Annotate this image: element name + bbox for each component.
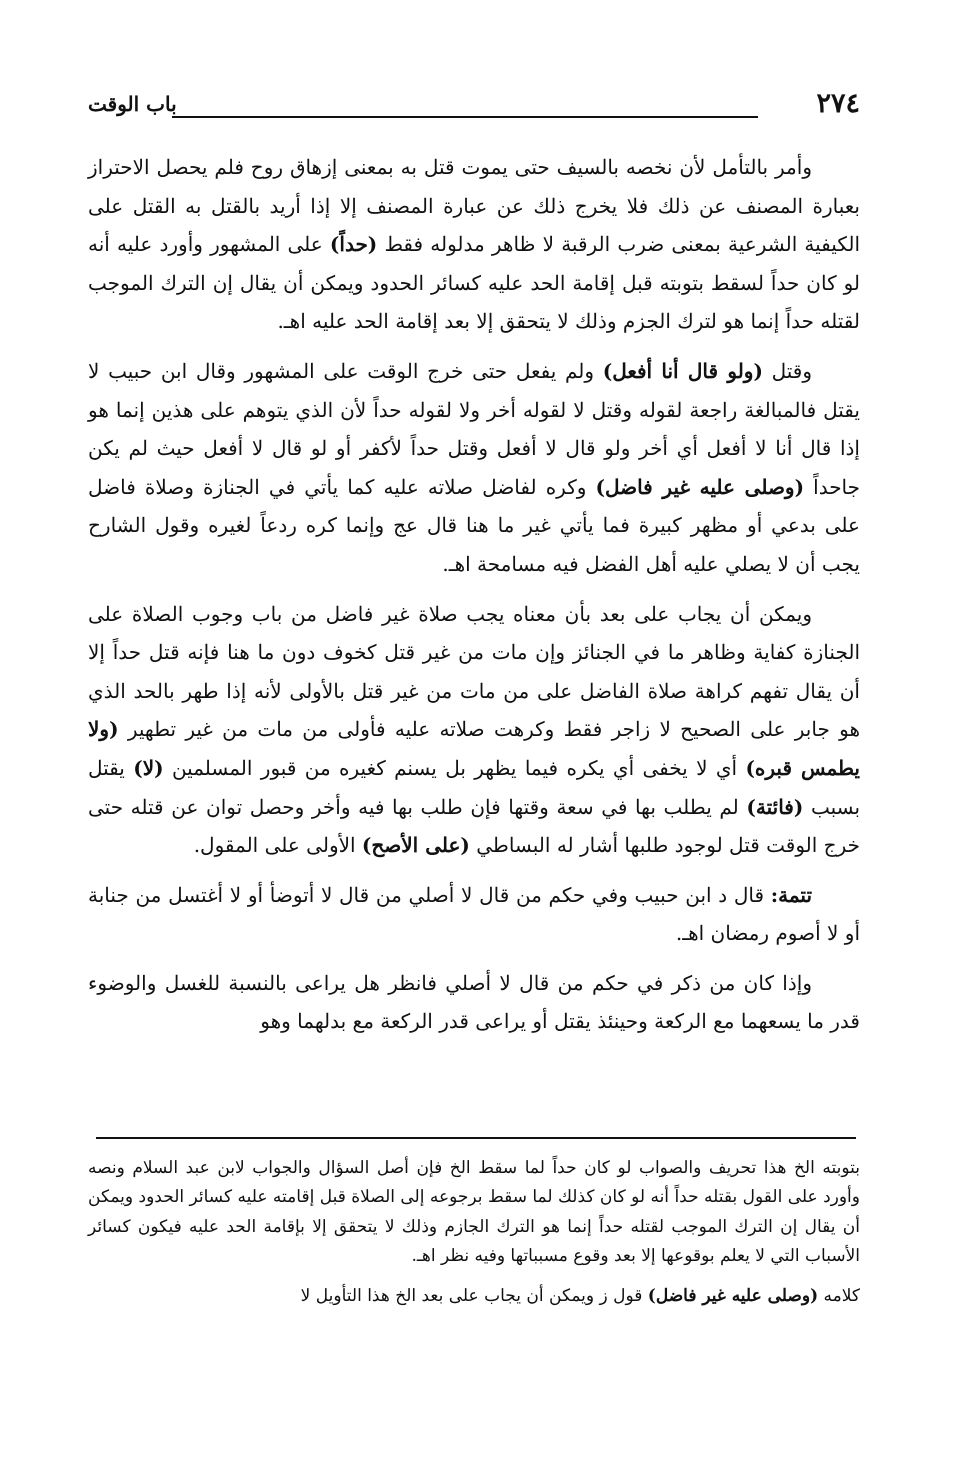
paragraph-5: وإذا كان من ذكر في حكم من قال لا أصلي فانظر هل يراعى بالنسبة للغسل والوضوء قدر ما يسعهما مع الركعة وحينئذ يقتل أو يراعى قدر الركعة مع بدلهما وهو xyxy=(88,970,860,1034)
paragraph-2: وقتل (ولو قال أنا أفعل) ولم يفعل حتى خرج الوقت على المشهور وقال ابن حبيب لا يقتل فالمبالغة راجعة لقوله وقتل لا لقوله أخر ولا لقوله حداً لأن الذي يتوهم على هذين إنما هو إذا قال أنا لا أفعل أي أخر ولو قال لا أفعل وقتل حداً لأكفر أو لو قال لا أفعل حيث لم يكن جاحداً (وصلى عليه غير فاضل) وكره لفاضل صلاته عليه كما يأتي في الجنازة وصلاة فاضل على بدعي أو مظهر كبيرة فما يأتي غير ما هنا قال عج وإنما كره ردعاً لغيره وقول الشارح يجب أن لا يصلي عليه أهل الفضل فيه مسامحة اهـ. xyxy=(88,358,861,576)
bold-term: (لا) xyxy=(133,755,164,780)
section-title: باب الوقت xyxy=(88,92,177,116)
bold-term: (حداً) xyxy=(329,232,378,257)
footnote-2: كلامه (وصلى عليه غير فاضل) قول ز ويمكن أن يجاب على بعد الخ هذا التأويل لا xyxy=(300,1285,860,1306)
header-rule xyxy=(172,116,758,118)
paragraph-3: ويمكن أن يجاب على بعد بأن معناه يجب صلاة غير فاضل من باب وجوب الصلاة على الجنازة كفاية وظاهر ما في الجنائز وإن مات من غير قتل كخوف دون ما هنا فإنه قتل حداً إلا أن يقال تفهم كراهة صلاة الفاضل على من مات من غير قتل بالأولى لأنه إذا طهر بالحد الذي هو جابر على الصحيح لا زاجر فقط وكرهت صلاته عليه فأولى من مات من غير تطهير (ولا يطمس قبره) أي لا يخفى أي يكره فيما يظهر بل يسنم كغيره من قبور المسلمين (لا) يقتل بسبب (فائتة) لم يطلب بها في سعة وقتها فإن طلب بها فيه وأخر وحصل توان عن قتله حتى خرج الوقت قتل لوجود طلبها أشار له البساطي (على الأصح) الأولى على المقول. xyxy=(88,601,861,858)
footnote-rule xyxy=(96,1137,856,1139)
bold-term: (على الأصح) xyxy=(361,833,470,858)
bold-term: (ولا يطمس قبره) xyxy=(88,717,861,780)
bold-term: (فائتة) xyxy=(746,794,804,819)
main-text xyxy=(88,148,860,1052)
bold-term: (وصلى عليه غير فاضل) xyxy=(595,474,805,499)
bold-term: (وصلى عليه غير فاضل) xyxy=(647,1285,819,1306)
page-number: ٢٧٤ xyxy=(816,88,860,119)
paragraph-4: تتمة: قال د ابن حبيب وفي حكم من قال لا أصلي من قال لا أتوضأ أو لا أغتسل من جنابة أو لا أصوم رمضان اهـ. xyxy=(88,882,860,946)
footnote-1: بتوبته الخ هذا تحريف والصواب لو كان حداً لما سقط الخ فإن أصل السؤال والجواب لابن عبد السلام ونصه وأورد على القول بقتله حداً أنه لو كان كذلك لما سقط برجوعه إلى الصلاة قبل إقامته عليه كسائر الحدود ويمكن أن يقال إن الترك الموجب لقتله حداً إنما هو الترك الجازم وذلك لا يتحقق إلا بإقامة الحد عليه فيكون كسائر الأسباب التي لا يعلم بوقوعها إلا بعد وقوع مسبباتها وفيه نظر اهـ. xyxy=(88,1158,861,1267)
bold-term: (ولو قال أنا أفعل) xyxy=(602,358,763,383)
bold-term: تتمة: xyxy=(770,882,813,907)
paragraph-1: وأمر بالتأمل لأن نخصه بالسيف حتى يموت قتل به بمعنى إزهاق روح فلم يحصل الاحتراز بعبارة المصنف عن ذلك فلا يخرج ذلك عن عبارة المصنف إلا إذا أريد بالقتل به القتل على الكيفية الشرعية بمعنى ضرب الرقبة لا ظاهر مدلوله فقط (حداً) على المشهور وأورد عليه أنه لو كان حداً لسقط بتوبته قبل إقامة الحد عليه كسائر الحدود ويمكن أن يقال إن الترك الموجب لقتله حداً إنما هو لترك الجزم وذلك لا يتحقق إلا بعد إقامة الحد عليه اهـ. xyxy=(88,155,861,334)
footnotes xyxy=(88,1154,860,1321)
